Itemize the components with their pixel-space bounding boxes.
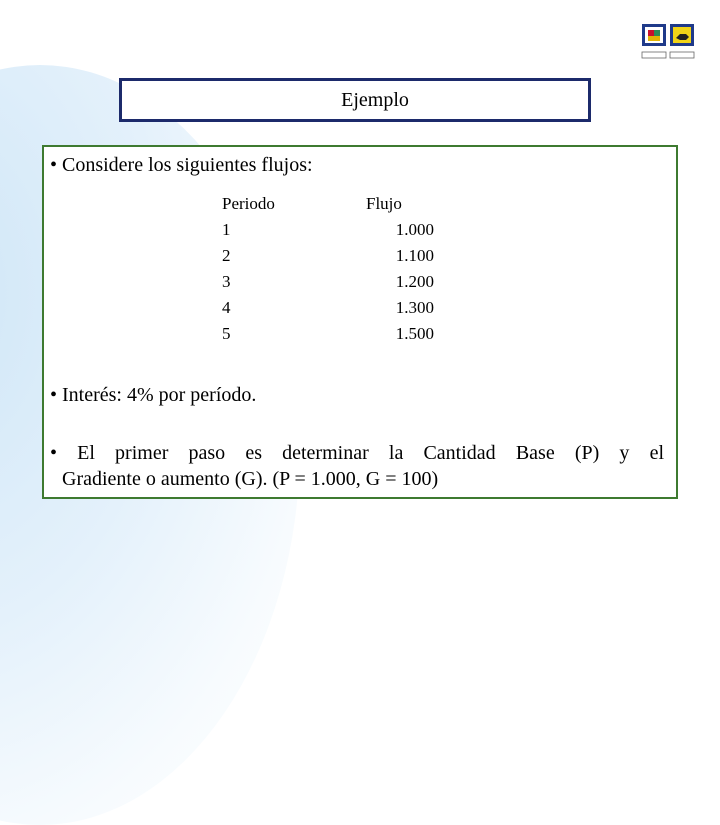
table-cell-period: 2 (222, 246, 231, 265)
step-bullet-line1: • El primer paso es determinar la Cantidad Base (P) y el (50, 442, 664, 464)
table-cell-period: 5 (222, 324, 231, 343)
flow-column (366, 191, 446, 347)
table-cell-flow: 1.300 (395, 298, 434, 317)
period-header: Periodo (222, 194, 275, 213)
table-cell-period: 1 (222, 220, 231, 239)
step-bullet (50, 440, 664, 492)
slide-title: Ejemplo (341, 88, 409, 111)
table-cell-flow: 1.500 (395, 324, 434, 343)
university-crest-logo-icon (642, 24, 666, 58)
step-bullet-line2: Gradiente o aumento (G). (P = 1.000, G = 100) (62, 468, 439, 490)
intro-bullet: • Considere los siguientes flujos: (50, 154, 313, 176)
flow-header: Flujo (366, 194, 402, 213)
period-column (222, 191, 312, 347)
table-cell-flow: 1.000 (395, 220, 434, 239)
table-cell-period: 4 (222, 298, 231, 317)
university-logos (640, 20, 696, 62)
title-box (119, 78, 591, 122)
table-cell-period: 3 (222, 272, 231, 291)
content-box (42, 145, 678, 499)
table-cell-flow: 1.100 (395, 246, 434, 265)
faculty-crest-logo-icon (670, 24, 694, 58)
table-cell-flow: 1.200 (395, 272, 434, 291)
interest-bullet: • Interés: 4% por período. (50, 384, 257, 406)
